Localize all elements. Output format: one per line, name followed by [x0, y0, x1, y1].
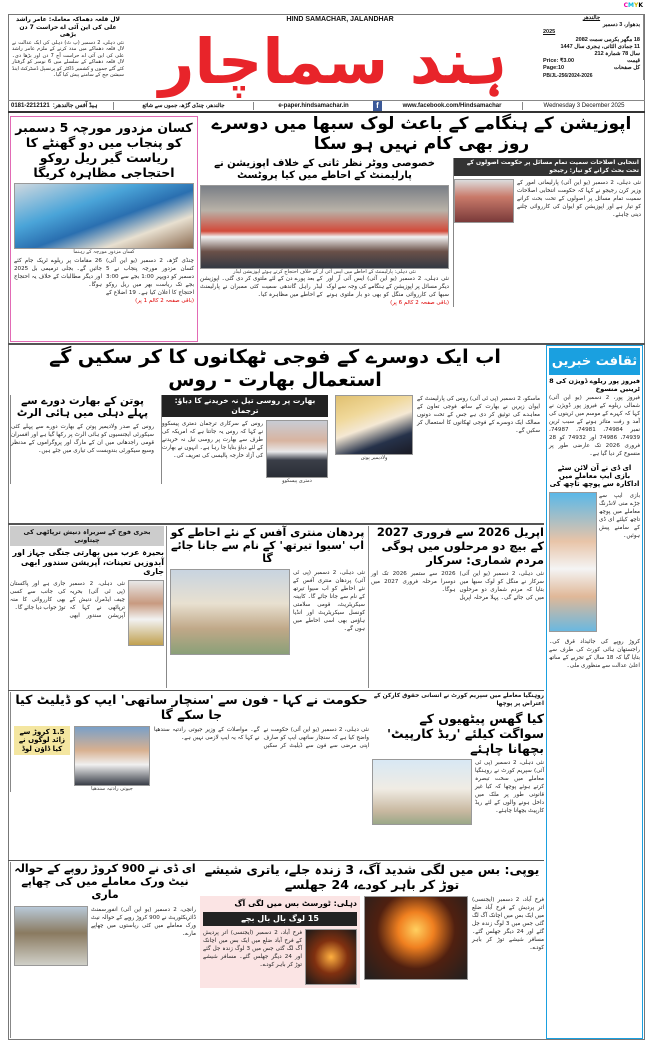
sidebar-item-headline: ای ڈی نے آن لائن سٹے بازی ایپ معاملے میں اداکارہ سے پوچھ تاچھ کی [549, 463, 640, 489]
ed-raid-photo [14, 906, 88, 966]
phone-label: ہیڈ آفس جالندھر: [52, 103, 98, 109]
body-text: رانچی، 2 دسمبر (یو این آئی) انفورسمنٹ ڈائریکٹوریٹ نے 900 کروڑ روپے کے حوالہ نیٹ ورک معاملے میں کئی ریاستوں میں چھاپے مارے۔ [91, 906, 196, 937]
story-ed [10, 862, 196, 1038]
headline: حکومت نے کہا - فون سے 'سنچار ساتھی' ایپ کو ڈیلیٹ کیا جا سکے گا [15, 692, 368, 722]
story-pmo [166, 526, 369, 688]
download-box [14, 726, 70, 755]
headline: پوتن کے بھارت دورے سے پہلے دہلی میں ہائی الرٹ [16, 394, 149, 420]
headline: بحیرہ عرب میں بھارتی جنگی جہاز اور آبدوزیں تعینات، آپریشن سندور ابھی جاری [12, 548, 164, 577]
publisher-line: HIND SAMACHAR, JALANDHAR [286, 16, 394, 23]
body-text: نئی دہلی، 2 دسمبر (یو این آئی) سرکار نے منگل کو لوک سبھا میں بتایا کہ مردم شماری دو مرحلوں میں کی جائے گی۔ پہلا مرحلہ اپریل 2026 سے ستمبر 2026 تک اور دوسرا مرحلہ فروری 2027 میں ہوگا۔ [371, 571, 544, 602]
pages-label: کل صفحات [613, 65, 640, 72]
photo-caption: نئی دہلی: پارلیمنٹ کے احاطے میں ایس آئی آر کے خلاف احتجاج کرتے ہوئے اپوزیشن لیڈر [233, 268, 416, 275]
divider [8, 860, 544, 861]
registration-number: PB/JL-256/2024-2026 [543, 72, 593, 79]
body-text: نئی دہلی، 2 دسمبر (یو این آئی) پارلیمانی امور کے وزیر کرن رجیجو نے کہا کہ حکومت انتخابی اصلاحات سمیت تمام مسائل پر اصولوں کے تحت بحث کرانے کو تیار ہے اور اپوزیشن کو ایوان کی کارروائی چلنے دینی چاہئے۔ [517, 179, 641, 218]
epaper-link[interactable]: e-paper.hindsamachar.in [253, 102, 373, 110]
body-text: فرخ آباد، 2 دسمبر (ایجنسی) اتر پردیش کے فرخ آباد ضلع میں ایک بس میں اچانک آگ لگ گئی جس میں 3 لوگ زندہ جل گئے اور 24 دیگر جھلس گئے۔ مسافر شیشے توڑ کر باہر کودے۔ [472, 897, 544, 951]
logo-text: ہند سماچار [158, 25, 508, 98]
volume-number: سال 78 شمارہ 212 [594, 51, 640, 58]
cmyk-marks: CMYK [623, 2, 643, 9]
headline: اپوزیشن کے ہنگامے کے باعث لوک سبھا میں دوسرے روز بھی کام نہیں ہو سکا [211, 114, 632, 155]
actress-photo [549, 492, 597, 632]
side-heading: انتخابی اصلاحات سمیت تمام مسائل پر حکومت اصولوں کے تحت بحث کرانے کو تیار: رجیجو [454, 158, 641, 176]
side-story [453, 158, 643, 307]
facebook-link[interactable]: www.facebook.com/Hindsamachar [402, 103, 502, 109]
story-bus-fire [200, 862, 544, 988]
body-text: ماسکو، 2 دسمبر (پی ٹی آئی) روس کی پارلیمنٹ کے ایوان زیریں نے بھارت کے ساتھ فوجی تعاون کے معاہدے کی توثیق کر دی ہے جس کے تحت دونوں ممالک ایک دوسرے کے فوجی ٹھکانوں کا استعمال کر سکیں گے۔ [417, 395, 540, 434]
story-navy [10, 526, 164, 646]
phone-number: 0181-2212121 [11, 103, 50, 109]
headline: کیا گھس پیٹھیوں کے سواگت کیلئے 'ریڈ کارپیٹ' بچھانا چاہئے [387, 711, 544, 756]
body-text: فرخ آباد، 2 دسمبر (ایجنسی) اتر پردیش کے فرخ آباد ضلع میں ایک بس میں اچانک آگ لگ گئی جس میں 3 لوگ زندہ جل گئے اور 24 دیگر جھلس گئے۔ مسافر شیشے توڑ کر باہر کودے۔ [203, 929, 303, 968]
story-app [10, 692, 369, 792]
headline: پردھان منتری آفس کے نئے احاطے کو اب 'سیوا تیرتھ' کے نام سے جانا جائے گا [170, 526, 365, 566]
bus-fire-photo [364, 896, 468, 980]
sidebar-item-text: کروڑ روپے کی جائیداد قرق کی۔ راجستھان ہائی کورٹ کی طرف سے بتایا گیا کہ 18 سال کے تجربے کے ساتھ اعلیٰ عدالت سے منظوری ملی۔ [549, 638, 640, 669]
body-text: روس کے سرکاری ترجمان دمتری پیسکوو نے کہا کہ روس یہ جانتا ہے کہ امریکہ کی طرف سے بھارت پر روسی تیل نہ خریدنے کے لئے دباؤ بنایا جا رہا ہے۔ انہوں نے بھارت کی آزاد خارجہ پالیسی کی تعریف کی۔ [162, 420, 263, 459]
photo-caption: جیوتی رادتیہ سندھیا [91, 786, 133, 792]
scindia-photo [74, 726, 150, 786]
urdu-date: بدھوار، 3 دسمبر [602, 22, 640, 29]
story-sc [372, 692, 544, 825]
body-text: روس کے صدر ولادیمیر پوتن کے بھارت دورے سے پہلے کئی سیکورٹی ایجنسیوں کو ہائی الرٹ پر رکھا گیا ہے اور افسران قومی راجدھانی میں ان کے مارگ اور پروگراموں کے مدنظر وسیع سیکورٹی بندوبست کی تیاری میں جٹے ہیں۔ [11, 423, 154, 454]
sidebar-title: ثقافت خبریں [549, 348, 640, 375]
oil-heading: بھارت پر روسی تیل نہ خریدنے کا دباؤ: ترجمان [162, 395, 328, 417]
story-lead [200, 114, 643, 307]
english-date: Wednesday 3 December 2025 [522, 102, 645, 110]
info-bar [8, 100, 645, 113]
box-subheading: 15 لوگ بال بال بچے [203, 912, 357, 926]
navy-chief-photo [128, 580, 164, 646]
headline: ای ڈی نے 900 کروڑ روپے کے حوالہ نیٹ ورک معاملے میں کی چھاپے ماری [14, 862, 196, 902]
masthead-date-info [540, 15, 644, 80]
delhi-bus-box [200, 896, 360, 988]
divider [8, 690, 544, 691]
sidebar-item-headline: فیروز پور ریلوے ڈویژن کی 8 ٹرینیں منسوخ [549, 377, 640, 393]
subheadline: خصوصی ووٹر نظر ثانی کے خلاف اپوزیشن نے پارلیمنٹ کے احاطے میں کیا پروٹسٹ [214, 157, 435, 181]
kisan-photo [14, 183, 194, 249]
logo [128, 24, 538, 100]
masthead-left-brief [10, 15, 126, 80]
headline: اب ایک دوسرے کے فوجی ٹھکانوں کا کر سکیں گے استعمال بھارت - روس [49, 346, 501, 391]
body-text: نئی دہلی، 2 دسمبر (پی ٹی آئی) سپریم کورٹ نے روہنگیا معاملے میں سخت تبصرہ کرتے ہوئے پوچھا کہ کیا غیر قانونی طور پر ملک میں داخل ہونے والوں کے لئے ریڈ کارپیٹ بچھانا چاہئے۔ [475, 760, 544, 814]
supreme-court-photo [372, 759, 472, 825]
box-text: 1.5 کروڑ سے زائد لوگوں نے کیا ڈاؤن لوڈ [18, 728, 66, 753]
headline: کسان مزدور مورچہ 5 دسمبر کو پنجاب میں دو گھنٹے کا ریاست گیر ریل روکو احتجاجی مظاہرہ کریگا [15, 120, 193, 180]
photo-caption: کسان مزدور مورچہ کے رہنما [73, 249, 135, 255]
price: Price: ₹3.00 [543, 58, 575, 65]
body-text: نئی دہلی، 2 دسمبر (پی ٹی آئی) بحریہ چیف ایڈمرل دنیش کے ترپاٹھی نے کہا کہ آپریشن سندور ابھی جاری ہے اور پاکستان کی جانب سے کسی بھی کارروائی کا منہ توڑ جواب دیا جائے گا۔ [10, 580, 125, 619]
story-russia [10, 346, 540, 484]
price-label: قیمت [627, 58, 640, 65]
headline: یوپی: بس میں لگی شدید آگ، 3 زندہ جلے، یاتری شیشے توڑ کر باہر کودے، 24 جھلسے [204, 862, 540, 892]
sidebar-culture-news [546, 345, 643, 1039]
putin-photo [335, 395, 413, 455]
brief-text: نئی دہلی، 2 دسمبر (پ ٹ) دہلی کی ایک عدالت نے لال قلعہ دھماکے میں مدد کرنے کے ملزم عامر راشد علی کی این آئی اے حراست آج 7 دن اور بڑھا دی۔ لال قلعہ دھماکے کے سلسلے میں 6 نومبر کو گرفتار کئے گئے جموں و کشمیر ڈاکٹر کو پرنسپل ڈسٹرکٹ اینڈ سیشن جج کے سامنے پیش کیا گیا۔ [11, 39, 124, 79]
sidebar-item-text: فیروز پور، 2 دسمبر (یو این آئی) شمالی ریلوے کے فیروز پور ڈویژن نے کہا کہ کہرے کے موسم میں ٹرینوں کی آمد و رفت متاثر ہونے کے سبب ٹرین نمبر 74984، 74981، 74987، 74939، 74986 اور 74932 کو 28 فروری 2026 تک عارضی طور پر منسوخ کر دیا گیا ہے۔ [549, 394, 640, 457]
continued-link[interactable]: (باقی صفحہ 2 کالم 6 پر) [390, 299, 449, 306]
body-text: نئی دہلی، 2 دسمبر (پی ٹی آئی) پردھان منتری آفس کے نئے احاطے کو اب سیوا تیرتھ کے نام سے جانا جائے گا۔ کابینہ سیکریٹریٹ، قومی سلامتی کونسل سیکریٹریٹ اور انڈیا ہاؤس بھی اسی احاطے میں ہوں گے۔ [293, 569, 365, 632]
story-kisan [10, 116, 198, 342]
city: جالندھر [582, 15, 601, 21]
facebook-icon: f [373, 101, 382, 111]
hijri-date: 11 جمادی الثانی، ہجری سال 1447 [560, 43, 640, 50]
kicker: روہنگیا معاملے میں سپریم کورٹ نے انسانی حقوق کارکن کے اعتراض پر پوچھا [373, 693, 544, 707]
seva-teerth-photo [170, 569, 290, 655]
story-putin [10, 395, 157, 484]
body-text: چنڈی گڑھ، 2 دسمبر (یو این آئی) کسان مزدور مورچہ پنجاب نے 5 دسمبر کو دوپہر 1:00 بجے سے 3:00 بجے تک ریاست بھر میں ریل روکو احتجاج کا اعلان کیا ہے۔ 19 اضلاع کے 26 مقامات پر ریلوے ٹریک جام کئے جائیں گے۔ بجلی ترمیمی بل 2025 اور دیگر مطالبات کے خلاف یہ احتجاج ہوگا۔ [14, 258, 194, 296]
editions: جالندھر، چنڈی گڑھ، جموں سے شائع [113, 102, 253, 110]
story-oil [161, 395, 331, 484]
brief-headline: لال قلعہ دھماکہ معاملہ: عامر راشد علی کی این آئی اے حراست 7 دن بڑھی [15, 16, 121, 38]
photo-caption: ولادیمیر پوتن [360, 454, 388, 461]
sidebar-item-text: بازی ایپ سے جڑے منی لانڈرنگ معاملے میں پوچھ تاچھ کیلئے ای ڈی کے سامنے پیش ہوئیں۔ [599, 492, 640, 539]
tourist-bus-photo [305, 929, 357, 985]
kicker: بحری فوج کے سربراہ دنیش ترپاٹھی کی چیتاونی [10, 526, 164, 546]
bikrami-date: 18 مگھر بکرمی سمت 2082 [575, 36, 640, 43]
russia-main [335, 395, 540, 484]
continued-link[interactable]: (باقی صفحہ 2 کالم 1 پر) [135, 298, 194, 304]
headline: اپریل 2026 سے فروری 2027 کے بیچ دو مرحلوں میں ہوگی مردم شماری: سرکار [376, 525, 544, 567]
protest-photo [200, 185, 449, 269]
minister-photo [454, 179, 514, 223]
box-heading: دہلی: ٹورسٹ بس میں لگی آگ [234, 899, 357, 908]
pages: Page:10 [543, 65, 565, 72]
story-census [371, 526, 544, 602]
photo-caption: دمتری پیسکوو [282, 477, 312, 484]
year: 2025 [543, 29, 556, 36]
body-text: نئی دہلی، 2 دسمبر (یو این آئی) ایس آئی آر اور دیگر مسائل پر اپوزیشن کے ہنگامے کی وجہ سے لوک سبھا کی کارروائی منگل کو بھی دو بار ملتوی ہونے کے بعد پورے دن کے لئے ملتوی کر دی گئی۔ اپوزیشن لیڈر راہل گاندھی سمیت کئی ممبران نے پارلیمنٹ کے احاطے میں مظاہرہ کیا۔ [200, 275, 449, 298]
peskov-photo [266, 420, 328, 478]
body-text: نئی دہلی، 2 دسمبر (یو این آئی) حکومت نے واضح کیا ہے کہ سنچار ساتھی ایپ کو صارف اپنی مرضی سے فون سے ڈیلیٹ کر سکیں گے۔ مواصلات کے وزیر جیوتی رادتیہ سندھیا نے کہا کہ یہ ایپ لازمی نہیں ہے۔ [154, 727, 369, 749]
